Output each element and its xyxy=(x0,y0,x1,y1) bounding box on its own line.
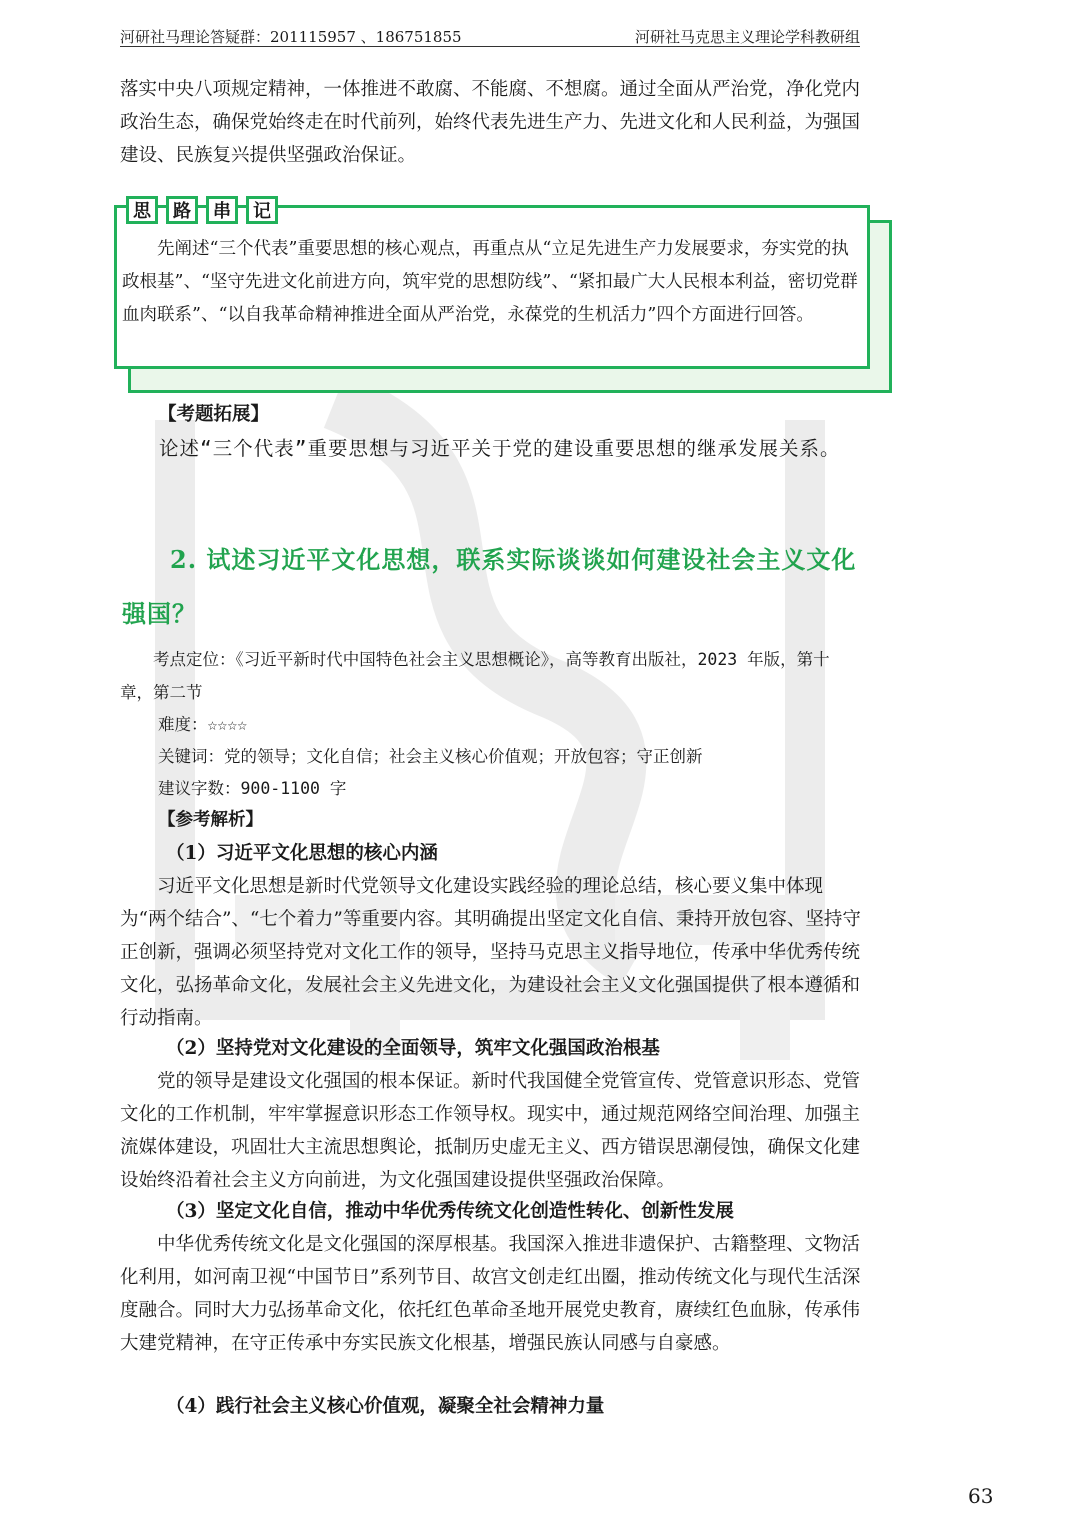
tag-char: 思 xyxy=(126,196,158,224)
section-heading: （4）践行社会主义核心价值观，凝聚全社会精神力量 xyxy=(166,1396,605,1417)
section-heading: （1）习近平文化思想的核心内涵 xyxy=(166,843,438,864)
page-number: 63 xyxy=(968,1484,994,1508)
section-heading: （2）坚持党对文化建设的全面领导，筑牢文化强国政治根基 xyxy=(166,1038,660,1059)
question-title-line1: 2. 试述习近平文化思想，联系实际谈谈如何建设社会主义文化 xyxy=(170,545,857,574)
meta-location: 考点定位：《习近平新时代中国特色社会主义思想概论》，高等教育出版社，2023 年版，第十章，第二节 xyxy=(120,650,830,702)
idea-box-text: 先阐述“三个代表”重要思想的核心观点，再重点从“立足先进生产力发展要求，夯实党的执政根基”、“坚守先进文化前进方向，筑牢党的思想防线”、“紧扣最广大人民根本利益，密切党群血肉联系”、“以自我革命精神推进全面从严治党，永葆党的生机活力”四个方面进行回答。 xyxy=(122,239,858,325)
tag-char: 串 xyxy=(206,196,238,224)
header-left-text: 河研社马理论答疑群：201115957 、186751855 xyxy=(120,28,462,46)
page-header xyxy=(120,26,860,47)
section-body: 党的领导是建设文化强国的根本保证。新时代我国健全党管宣传、党管意识形态、党管文化的工作机制，牢牢掌握意识形态工作领导权。现实中，通过规范网络空间治理、加强主流媒体建设，巩固壮大主流思想舆论，抵制历史虚无主义、西方错误思潮侵蚀，确保文化建设始终沿着社会主义方向前进，为文化强国建设提供坚强政治保障。 xyxy=(120,1071,861,1191)
section-heading: （3）坚定文化自信，推动中华优秀传统文化创造性转化、创新性发展 xyxy=(166,1201,734,1222)
tag-char: 路 xyxy=(166,196,198,224)
meta-wordcount: 建议字数：900-1100 字 xyxy=(158,779,347,798)
idea-box-tags xyxy=(126,196,278,224)
section-body: 中华优秀传统文化是文化强国的深厚根基。我国深入推进非遗保护、古籍整理、文物活化利用，如河南卫视“中国节日”系列节目、故宫文创走红出圈，推动传统文化与现代生活深度融合。同时大力弘扬革命文化，依托红色革命圣地开展党史教育，赓续红色血脉，传承伟大建党精神，在守正传承中夯实民族文化根基，增强民族认同感与自豪感。 xyxy=(120,1234,861,1354)
meta-keywords: 关键词：党的领导；文化自信；社会主义核心价值观；开放包容；守正创新 xyxy=(158,747,703,766)
extension-text: 论述“三个代表”重要思想与习近平关于党的建设重要思想的继承发展关系。 xyxy=(159,437,841,460)
intro-paragraph: 落实中央八项规定精神，一体推进不敢腐、不能腐、不想腐。通过全面从严治党，净化党内政治生态，确保党始终走在时代前列，始终代表先进生产力、先进文化和人民利益，为强国建设、民族复兴提供坚强政治保证。 xyxy=(120,79,861,166)
section-body: 习近平文化思想是新时代党领导文化建设实践经验的理论总结，核心要义集中体现为“两个结合”、“七个着力”等重要内容。其明确提出坚定文化自信、秉持开放包容、坚持守正创新，强调必须坚持党对文化工作的领导，坚持马克思主义指导地位，传承中华优秀传统文化，弘扬革命文化，发展社会主义先进文化，为建设社会主义文化强国提供了根本遵循和行动指南。 xyxy=(120,876,861,1029)
meta-difficulty: 难度：☆☆☆☆ xyxy=(158,715,248,734)
extension-label: 【考题拓展】 xyxy=(158,404,270,425)
header-right-text: 河研社马克思主义理论学科教研组 xyxy=(634,28,860,46)
question-title-line2: 强国？ xyxy=(122,599,197,628)
analysis-label: 【参考解析】 xyxy=(158,810,263,830)
tag-char: 记 xyxy=(246,196,278,224)
